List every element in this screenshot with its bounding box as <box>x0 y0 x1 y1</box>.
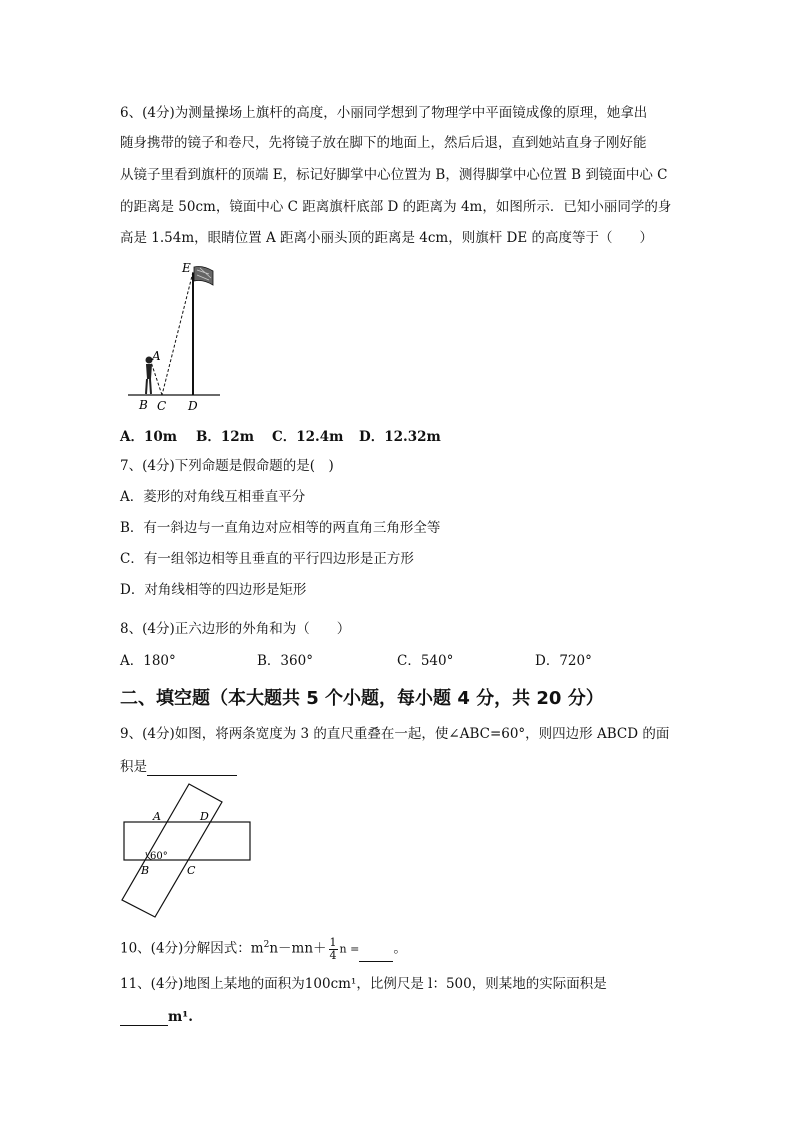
q10-end: 。 <box>393 940 407 957</box>
q6-line-4: 的距离是 50cm，镜面中心 C 距离旗杆底部 D 的距离为 4m，如图所示．已知小丽同学的身 <box>120 199 672 215</box>
section-heading: 二、填空题（本大题共 5 个小题，每小题 4 分，共 20 分） <box>120 688 604 709</box>
q10-mid: n－mn＋ <box>269 940 327 957</box>
q11-unit: m¹. <box>168 1009 193 1025</box>
q6-option-c[interactable]: C．12.4m <box>272 429 344 445</box>
q10-fraction <box>329 937 338 962</box>
q6-option-d[interactable]: D．12.32m <box>359 429 441 445</box>
reflect-ray-to-top <box>162 272 193 395</box>
q7-option-b[interactable]: B．有一斜边与一直角边对应相等的两直角三角形全等 <box>120 520 441 536</box>
q8-option-d[interactable]: D．720° <box>535 653 592 669</box>
q7-option-c[interactable]: C．有一组邻边相等且垂直的平行四边形是正方形 <box>120 551 414 567</box>
q10-suffix: n = <box>339 942 360 956</box>
q10-frac-num: 1 <box>329 935 337 949</box>
q6-option-a[interactable]: A．10m <box>120 429 178 445</box>
q11-line-2 <box>120 1008 193 1026</box>
slanted-ruler <box>122 784 222 917</box>
label-d: D <box>200 810 209 823</box>
q7-option-a[interactable]: A．菱形的对角线互相垂直平分 <box>120 489 306 505</box>
q9-answer-blank[interactable] <box>147 761 237 776</box>
flagpole-mirror-figure <box>125 255 225 415</box>
q8-option-c[interactable]: C．540° <box>397 653 454 669</box>
q8-stem: 8、(4分)正六边形的外角和为（ ） <box>120 621 351 637</box>
q7-option-d[interactable]: D．对角线相等的四边形是矩形 <box>120 582 307 598</box>
q10-prefix: 10、(4分)分解因式：m <box>120 940 264 957</box>
flag <box>194 267 213 286</box>
horizontal-ruler <box>124 822 250 860</box>
q11-answer-blank[interactable] <box>120 1011 168 1026</box>
q10-exponent: 2 <box>263 940 270 950</box>
q10-line <box>120 936 407 962</box>
q8-option-b[interactable]: B．360° <box>257 653 313 669</box>
label-d: D <box>188 399 198 413</box>
q10-answer-blank[interactable] <box>359 947 393 962</box>
q6-line-1: 6、(4分)为测量操场上旗杆的高度，小丽同学想到了物理学中平面镜成像的原理，她拿出 <box>120 105 648 121</box>
angle-label: 60° <box>150 851 168 862</box>
q7-stem: 7、(4分)下列命题是假命题的是( ) <box>120 458 334 474</box>
label-a: A <box>153 810 161 823</box>
q6-line-2: 随身携带的镜子和卷尺，先将镜子放在脚下的地面上，然后后退，直到她站直身子刚好能 <box>120 135 647 151</box>
q10-frac-den: 4 <box>329 948 337 962</box>
label-b: B <box>139 398 148 412</box>
overlapping-rulers-figure <box>118 782 258 922</box>
label-e: E <box>182 261 191 275</box>
q9-line-2 <box>120 758 237 776</box>
q6-line-3: 从镜子里看到旗杆的顶端 E，标记好脚掌中心位置为 B，测得脚掌中心位置 B 到镜面中心 C <box>120 167 668 183</box>
label-c: C <box>157 399 167 413</box>
q6-option-b[interactable]: B．12m <box>196 429 254 445</box>
label-c: C <box>187 864 196 877</box>
q11-line-1: 11、(4分)地图上某地的面积为100cm¹，比例尺是 l：500，则某地的实际面积是 <box>120 976 607 992</box>
label-b: B <box>141 864 150 877</box>
label-a: A <box>152 349 161 363</box>
q9-line-2-text: 积是 <box>120 759 147 775</box>
q9-line-1: 9、(4分)如图，将两条宽度为 3 的直尺重叠在一起，使∠ABC=60°，则四边形 ABCD 的面 <box>120 726 670 742</box>
q6-line-5: 高是 1.54m，眼睛位置 A 距离小丽头顶的距离是 4cm，则旗杆 DE 的高度等于（ ） <box>120 230 653 246</box>
q8-option-a[interactable]: A．180° <box>120 653 176 669</box>
